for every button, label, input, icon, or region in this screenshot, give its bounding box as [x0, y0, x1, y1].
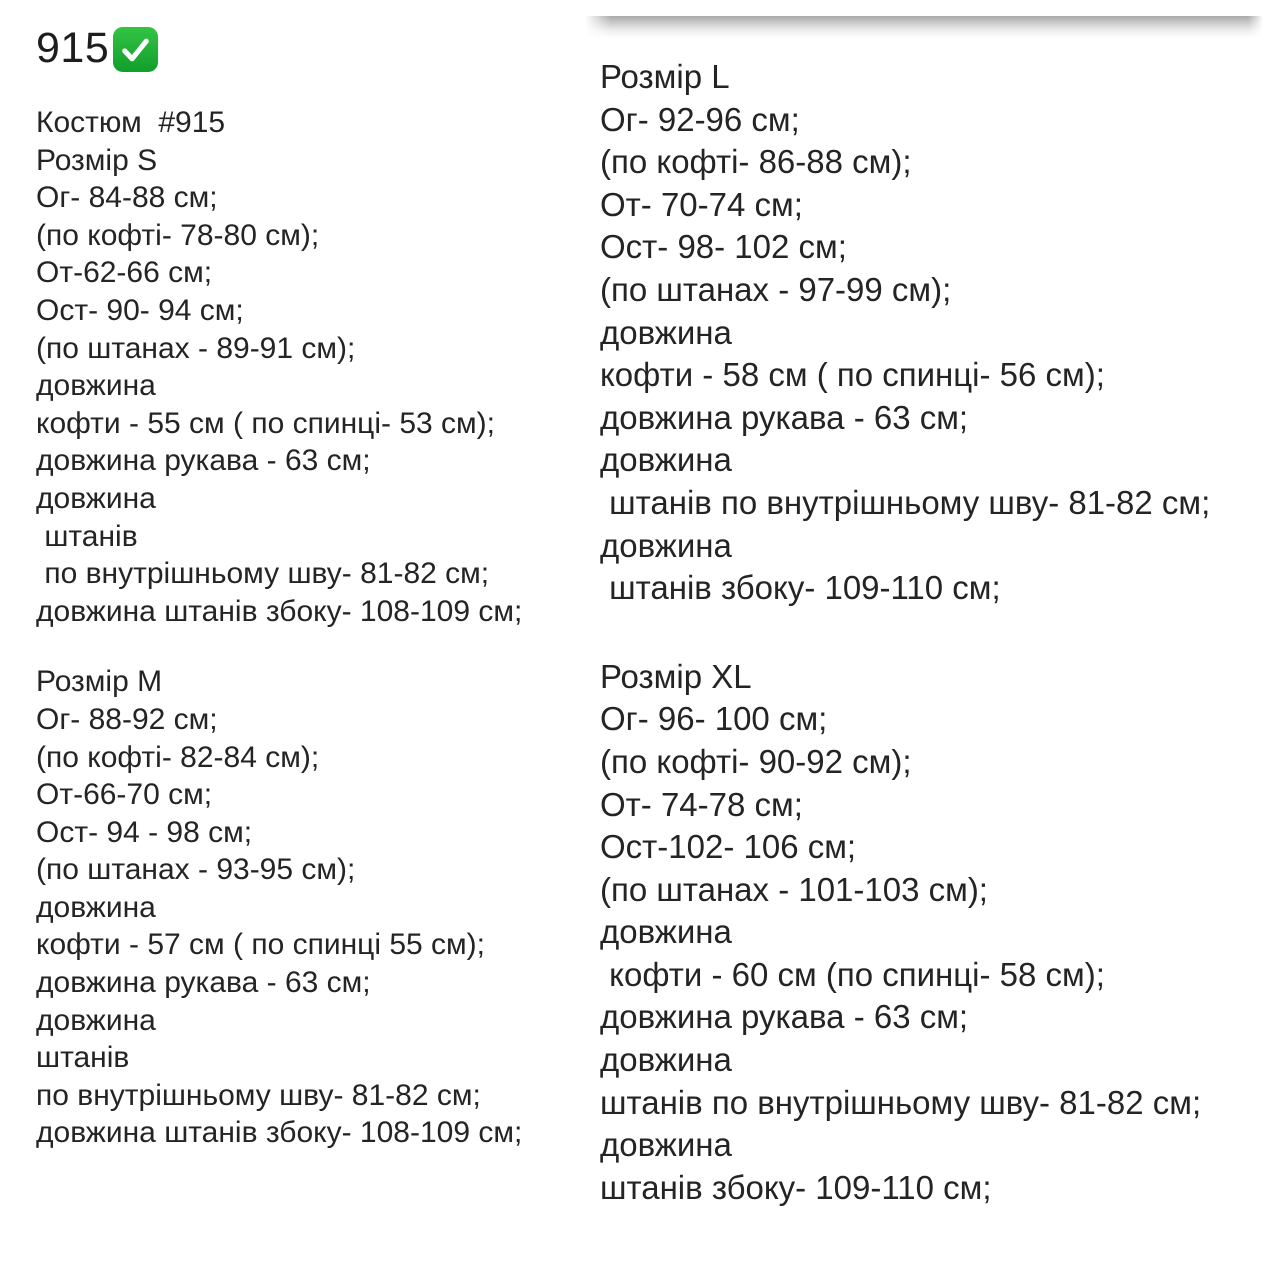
spec-line: Ог- 92-96 см;	[600, 100, 800, 138]
spec-line: штанів збоку- 109-110 см;	[600, 569, 1001, 607]
spec-line: по внутрішньому шву- 81-82 см;	[36, 1078, 481, 1112]
product-number: 915	[36, 23, 110, 72]
spec-line: (по кофті- 78-80 см);	[36, 218, 320, 252]
spec-line: довжина	[36, 369, 156, 403]
spec-line: кофти - 57 см ( по спинці 55 см);	[36, 928, 485, 962]
size-section-l	[600, 56, 1280, 610]
size-section-m	[36, 663, 581, 1152]
spec-line: штанів по внутрішньому шву- 81-82 см;	[600, 483, 1211, 521]
spec-line: по внутрішньому шву- 81-82 см;	[36, 557, 490, 591]
spec-line: От- 70-74 см;	[600, 185, 803, 223]
spec-line: (по штанах - 97-99 см);	[600, 270, 952, 308]
spec-line: довжина	[36, 890, 156, 924]
spec-line: Ост- 94 - 98 см;	[36, 815, 253, 849]
spec-line: кофти - 58 см ( по спинці- 56 см);	[600, 356, 1105, 394]
spec-line: довжина	[600, 313, 732, 351]
right-panel-top-shadow	[585, 16, 1262, 38]
spec-line: довжина	[600, 441, 732, 479]
left-column	[36, 104, 581, 1152]
spec-line: довжина	[36, 481, 156, 515]
spec-line: От-66-70 см;	[36, 778, 213, 812]
spec-line: Ост-102- 106 см;	[600, 828, 857, 866]
size-section-xl	[600, 656, 1280, 1210]
spec-line: (по кофті- 90-92 см);	[600, 742, 912, 780]
section-title: Розмір L	[600, 58, 730, 95]
spec-line: кофти - 55 см ( по спинці- 53 см);	[36, 406, 495, 440]
spec-line: довжина	[600, 526, 732, 564]
spec-line: довжина	[600, 913, 732, 951]
spec-line: кофти - 60 см (по спинці- 58 см);	[600, 955, 1105, 993]
spec-line: довжина	[600, 1126, 732, 1164]
spec-line: (по штанах - 101-103 см);	[600, 870, 988, 908]
product-number-header	[36, 22, 159, 74]
section-title: Розмір XL	[600, 657, 752, 695]
spec-line: Ог- 84-88 см;	[36, 181, 218, 215]
spec-line: довжина	[600, 1041, 732, 1079]
spec-line: штанів по внутрішньому шву- 81-82 см;	[600, 1083, 1202, 1121]
spec-line: штанів збоку- 109-110 см;	[600, 1168, 992, 1206]
spec-line: От- 74-78 см;	[600, 785, 803, 823]
spec-line: Ост- 98- 102 см;	[600, 228, 847, 266]
spec-line: От-62-66 см;	[36, 256, 213, 290]
spec-line: довжина	[36, 1003, 156, 1037]
spec-line: довжина штанів збоку- 108-109 см;	[36, 594, 523, 628]
spec-line: довжина рукава - 63 см;	[36, 966, 371, 1000]
spec-line: (по кофті- 82-84 см);	[36, 740, 320, 774]
section-title: Розмір S	[36, 143, 158, 177]
spec-line: (по кофті- 86-88 см);	[600, 143, 912, 181]
spec-line: Ог- 88-92 см;	[36, 702, 218, 736]
product-title: Костюм #915	[36, 106, 226, 139]
spec-line: штанів	[36, 519, 138, 553]
spec-line: довжина рукава - 63 см;	[600, 998, 969, 1036]
spec-line: довжина рукава - 63 см;	[36, 444, 371, 478]
spec-line: (по штанах - 89-91 см);	[36, 331, 356, 365]
check-mark-icon	[112, 26, 159, 73]
size-section-s	[36, 142, 581, 631]
right-column	[600, 56, 1280, 1209]
spec-line: штанів	[36, 1041, 130, 1075]
spec-line: Ост- 90- 94 см;	[36, 293, 244, 327]
spec-line: Ог- 96- 100 см;	[600, 700, 828, 738]
section-title: Розмір M	[36, 665, 163, 699]
spec-line: довжина штанів збоку- 108-109 см;	[36, 1116, 523, 1150]
spec-line: (по штанах - 93-95 см);	[36, 853, 356, 887]
spec-line: довжина рукава - 63 см;	[600, 398, 969, 436]
